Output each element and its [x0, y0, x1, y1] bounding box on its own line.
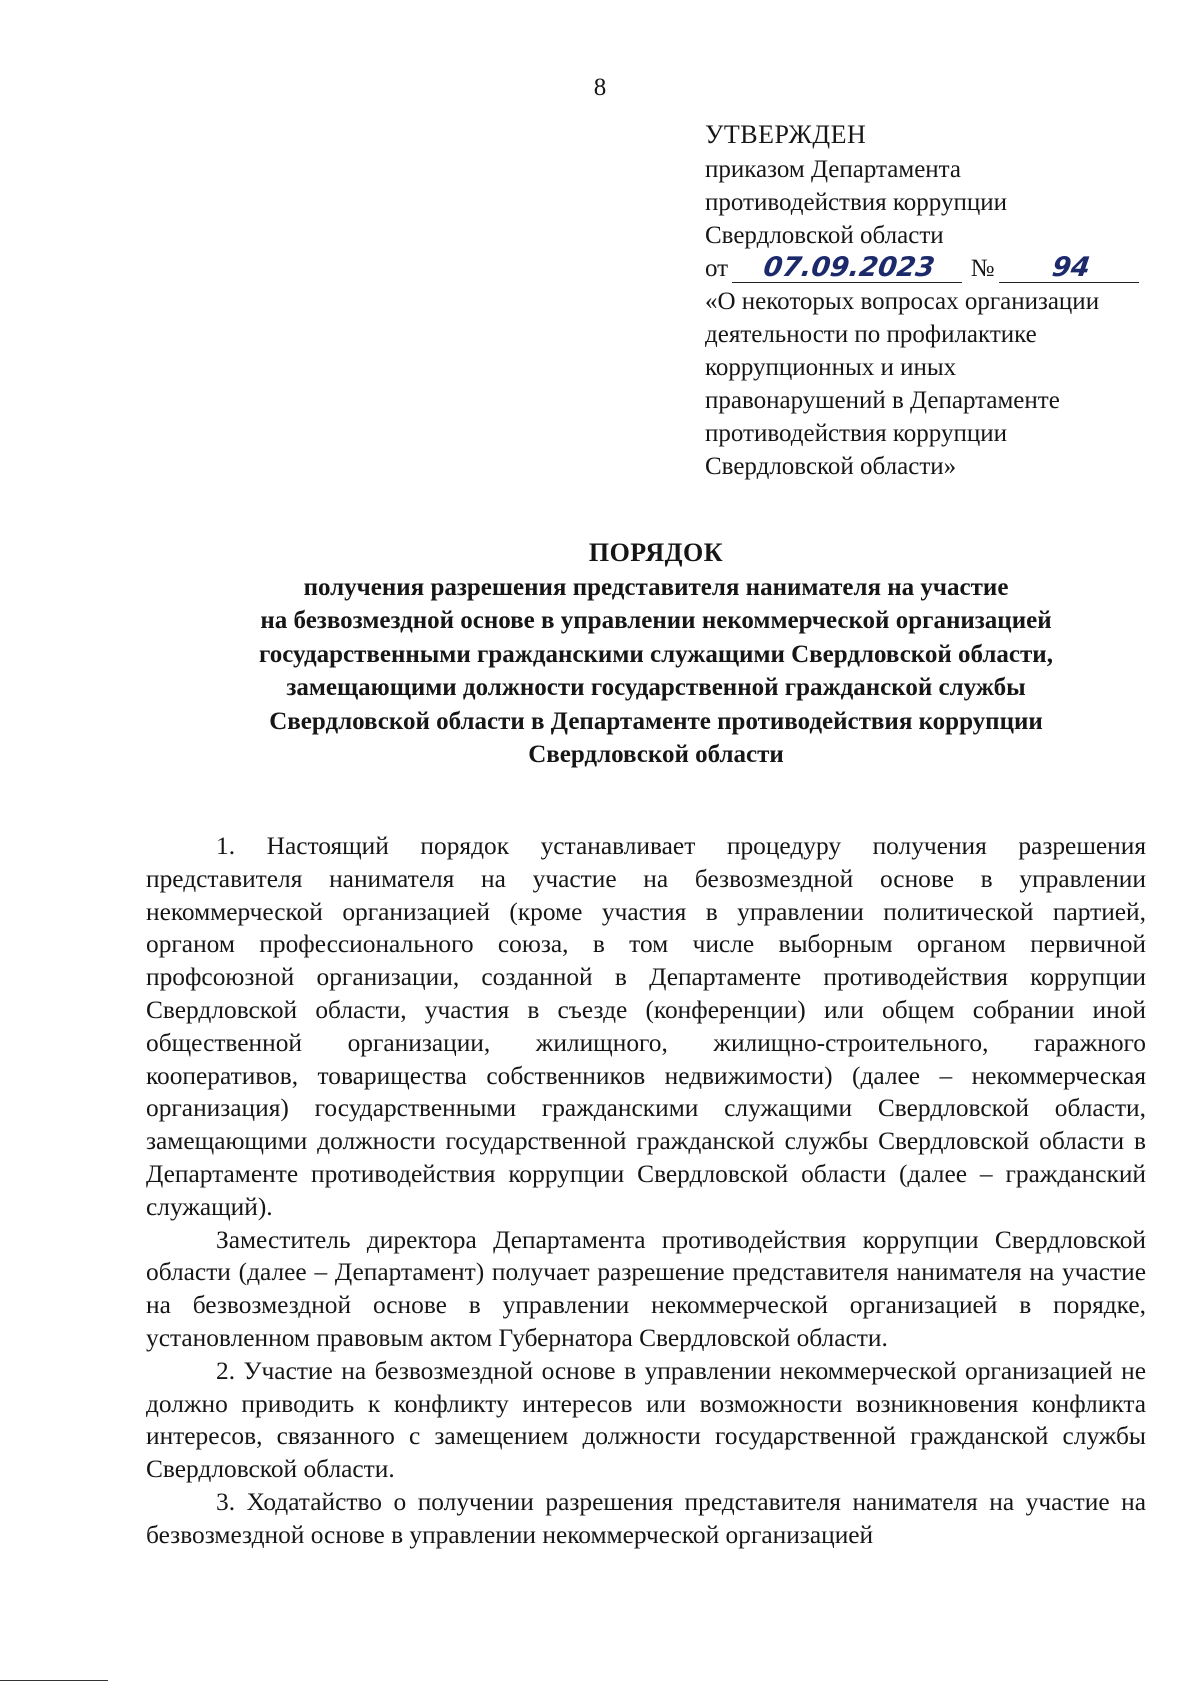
- document-body: [146, 830, 1146, 1552]
- paragraph: 2. Участие на безвозмездной основе в управлении некоммерческой организацией не должно приводить к конфликту интересов или возможности возникновения конфликта интересов, связанного с замещением должности государственной гражданской службы Свердловской области.: [146, 1356, 1146, 1484]
- approval-date-line: [705, 252, 1165, 285]
- approval-title: УТВЕРЖДЕН: [705, 120, 867, 149]
- paragraph: 1. Настоящий порядок устанавливает процедуру получения разрешения представителя нанимателя на участие на безвозмездной основе в управлении некоммерческой организацией (кроме участия в управлении политической партией, органом профессионального союза, в том числе выборным органом первичной профсоюзной организации, созданной в Департаменте противодействия коррупции Свердловской области, участия в съезде (конференции) или общем собрании иной общественной организации, жилищного, жилищно-строительного, гаражного кооперативов, товарищества собственников недвижимости) (далее – некоммерческая организация) государственными гражданскими служащими Свердловской области, замещающими должности государственной гражданской службы Свердловской области в Департаменте противодействия коррупции Свердловской области (далее – гражданский служащий).: [146, 832, 1146, 1221]
- approval-subject-line: деятельности по профилактике: [705, 321, 1037, 348]
- approval-by-line: Свердловской области: [705, 222, 944, 249]
- approval-block: [705, 118, 1165, 483]
- approval-subject-line: противодействия коррупции: [705, 420, 1007, 447]
- document-subtitle-line: получения разрешения представителя нанимателя на участие: [303, 573, 1009, 601]
- paragraph: Заместитель директора Департамента противодействия коррупции Свердловской области (далее – Департамент) получает разрешение представителя нанимателя на участие на безвозмездной основе в управлении некоммерческой организацией в порядке, установленном правовым актом Губернатора Свердловской области.: [146, 1225, 1146, 1352]
- page-number: 8: [593, 74, 607, 101]
- approval-subject-line: коррупционных и иных: [705, 354, 957, 381]
- document-subtitle-line: государственными гражданскими служащими Свердловской области,: [259, 640, 1053, 668]
- document-subtitle-line: Свердловской области в Департаменте противодействия коррупции: [269, 707, 1043, 735]
- approval-subject-line: Свердловской области»: [705, 453, 957, 480]
- footnote-rule: [0, 1680, 108, 1681]
- approval-by-line: приказом Департамента: [705, 156, 961, 183]
- document-subtitle-line: замещающими должности государственной гражданской службы: [286, 674, 1026, 701]
- document-heading: ПОРЯДОК: [588, 538, 724, 567]
- paragraph: 3. Ходатайство о получении разрешения представителя нанимателя на участие на безвозмездной основе в управлении некоммерческой организацией: [146, 1487, 1146, 1549]
- approval-subject-line: правонарушений в Департаменте: [705, 387, 1060, 414]
- approval-by-line: противодействия коррупции: [705, 189, 1007, 216]
- document-subtitle-line: на безвозмездной основе в управлении некоммерческой организацией: [260, 607, 1052, 634]
- handwritten-date: 07.09.2023: [732, 254, 966, 283]
- number-prefix: №: [970, 255, 995, 282]
- date-prefix: от: [705, 255, 729, 282]
- document-subtitle-line: Свердловской области: [528, 741, 784, 768]
- approval-subject-line: «О некоторых вопросах организации: [705, 288, 1100, 315]
- document-title: [120, 536, 1192, 772]
- handwritten-number: 94: [999, 254, 1143, 283]
